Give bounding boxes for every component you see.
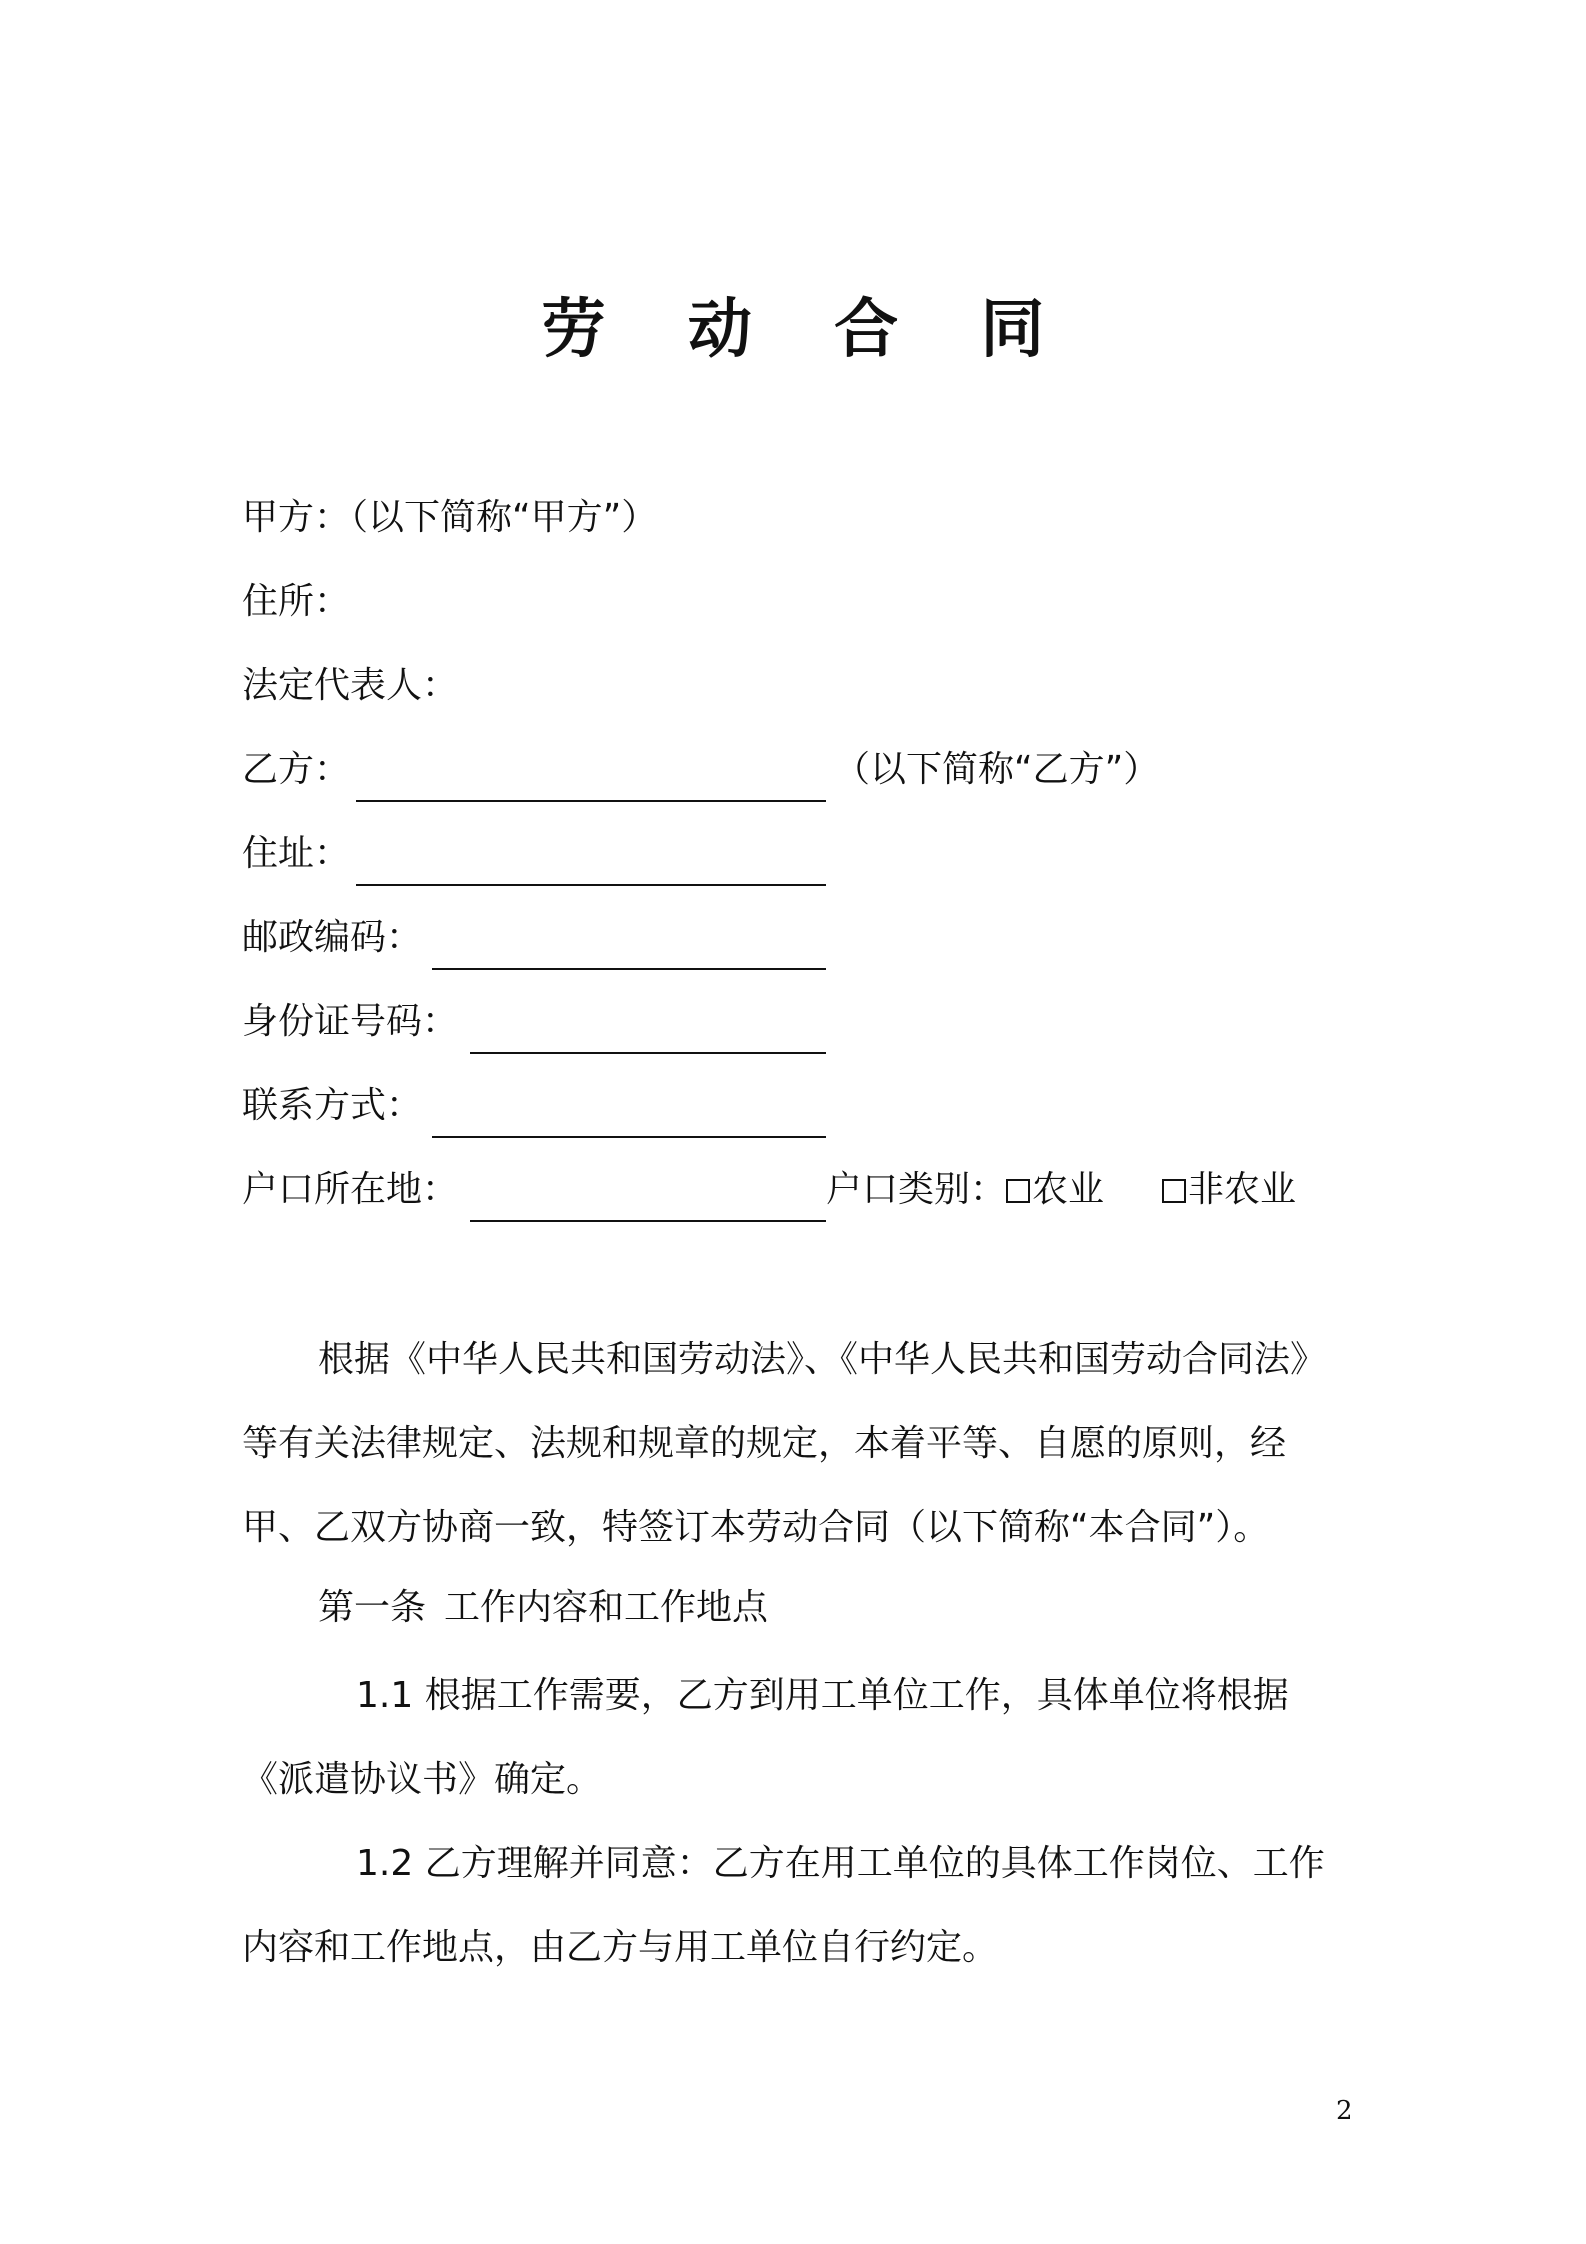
id-number-label: 身份证号码： xyxy=(242,1001,459,1042)
id-number-field[interactable] xyxy=(470,1052,826,1054)
non-agricultural-label: 非农业 xyxy=(1188,1169,1297,1210)
preamble-paragraph: 根据《中华人民共和国劳动法》、《中华人民共和国劳动合同法》等有关法律规定、法规和规章的规定，本着平等、自愿的原则，经甲、乙双方协商一致，特签订本劳动合同（以下简称“本合同”）。 xyxy=(242,1339,1327,1548)
party-a-address-label: 住所： xyxy=(242,581,351,622)
party-b-address-label: 住址： xyxy=(242,833,351,874)
page-number: 2 xyxy=(1336,2096,1353,2126)
agricultural-checkbox[interactable] xyxy=(1006,1179,1030,1203)
legal-representative-label: 法定代表人： xyxy=(242,665,459,706)
clause-1-1: 1.1 根据工作需要，乙方到用工单位工作，具体单位将根据《派遣协议书》确定。 xyxy=(242,1675,1289,1800)
postal-code-label: 邮政编码： xyxy=(242,917,423,958)
contact-label: 联系方式： xyxy=(242,1085,423,1126)
party-b-address-field[interactable] xyxy=(356,884,826,886)
article-1-heading xyxy=(318,1578,768,1638)
hukou-type-group xyxy=(826,1160,1296,1220)
contract-title: 劳 动 合 同 xyxy=(541,293,1075,367)
contact-field[interactable] xyxy=(432,1136,826,1138)
party-b-name-field[interactable] xyxy=(356,800,826,802)
party-b-label: 乙方： xyxy=(242,749,351,790)
agricultural-label: 农业 xyxy=(1032,1169,1105,1210)
clause-1-2: 1.2 乙方理解并同意：乙方在用工单位的具体工作岗位、工作内容和工作地点，由乙方与用工单位自行约定。 xyxy=(242,1843,1325,1968)
article-1-number: 第一条 xyxy=(318,1587,427,1628)
party-b-note: （以下简称“乙方”） xyxy=(834,749,1160,790)
hukou-location-field[interactable] xyxy=(470,1220,826,1222)
postal-code-field[interactable] xyxy=(432,968,826,970)
non-agricultural-checkbox[interactable] xyxy=(1162,1179,1186,1203)
hukou-location-label: 户口所在地： xyxy=(242,1169,459,1210)
article-1-title: 工作内容和工作地点 xyxy=(444,1587,769,1628)
hukou-type-label: 户口类别： xyxy=(826,1169,1007,1210)
hukou-agricultural-option[interactable] xyxy=(1006,1169,1104,1210)
hukou-non-agricultural-option[interactable] xyxy=(1162,1169,1296,1210)
party-a-label: 甲方：（以下简称“甲方”） xyxy=(242,497,658,538)
